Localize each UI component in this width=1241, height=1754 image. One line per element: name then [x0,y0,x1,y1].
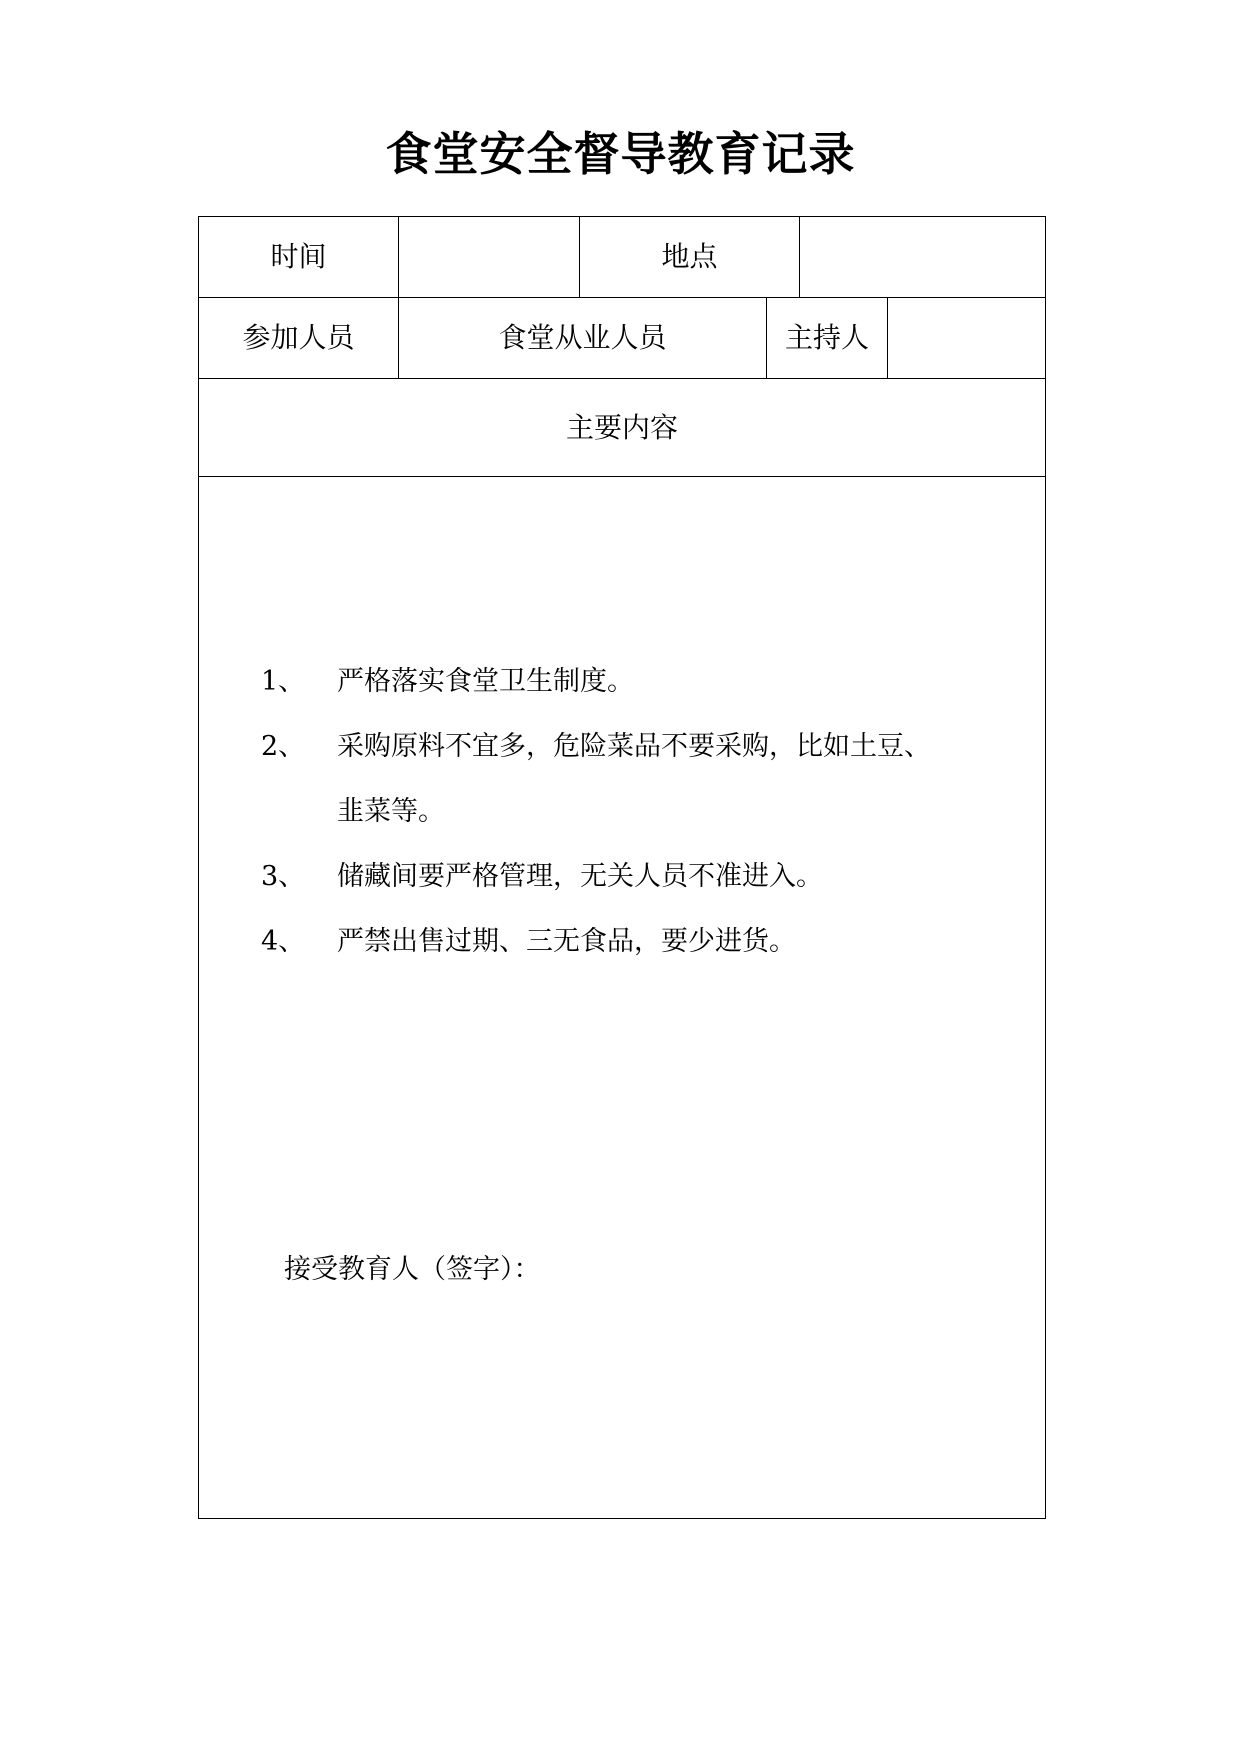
signature-label: 接受教育人（签字）： [284,1254,541,1285]
table-border-left [198,216,199,1519]
content-header: 主要内容 [565,411,678,444]
time-field[interactable] [399,243,579,271]
page-title: 食堂安全督导教育记录 [385,127,856,181]
participants-label: 参加人员 [242,321,355,354]
table-row-divider-3 [198,476,1046,477]
participants-value: 食堂从业人员 [498,321,667,354]
list-item-number: 2、 [261,731,306,762]
time-label: 时间 [270,240,327,273]
location-label: 地点 [661,240,718,273]
list-item-text: 严禁出售过期、三无食品，要少进货。 [337,926,796,957]
location-field[interactable] [800,243,1045,271]
list-item-continuation: 韭菜等。 [337,796,445,827]
list-item-number: 3、 [261,861,306,892]
table-border-right [1045,216,1046,1519]
table-border-top [198,216,1046,217]
list-item-text: 严格落实食堂卫生制度。 [337,666,634,697]
list-item-text: 储藏间要严格管理，无关人员不准进入。 [337,861,823,892]
table-row-divider-2 [198,378,1046,379]
list-item-number: 1、 [261,666,306,697]
table-border-bottom [198,1518,1046,1519]
list-item-text: 采购原料不宜多，危险菜品不要采购，比如土豆、 [337,731,931,762]
list-item-number: 4、 [261,926,306,957]
table-row-divider-1 [198,297,1046,298]
host-field[interactable] [888,324,1045,352]
signature-field[interactable] [570,1250,1010,1290]
host-label: 主持人 [784,321,869,354]
